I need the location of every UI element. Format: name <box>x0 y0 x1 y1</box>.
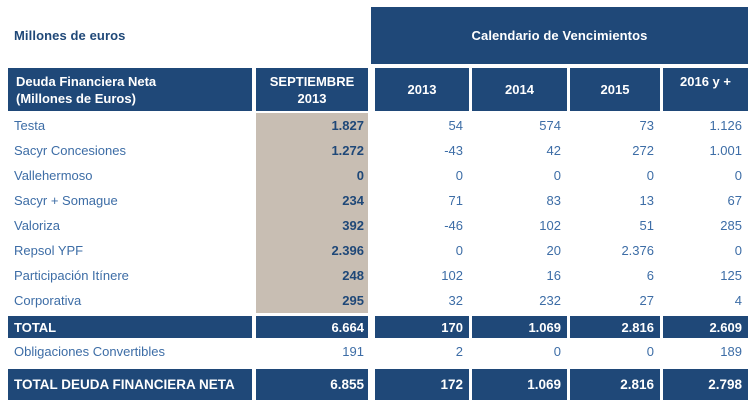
banner-label: Calendario de Vencimientos <box>471 28 648 43</box>
total-sept: 6.664 <box>256 316 368 338</box>
maturity-calendar-banner <box>371 7 748 64</box>
cell-sept: 295 <box>256 288 368 313</box>
cell-sept: 0 <box>256 163 368 188</box>
table-row <box>8 138 748 163</box>
cell-2016plus: 125 <box>720 268 742 283</box>
header-debt-line1: Deuda Financiera Neta <box>16 73 157 89</box>
grand-total-sept: 6.855 <box>256 369 368 400</box>
row-label: Corporativa <box>14 293 82 308</box>
total-row <box>8 316 748 338</box>
grand-total-2014: 1.069 <box>472 369 567 400</box>
table-row <box>8 213 748 238</box>
page-title: Millones de euros <box>14 28 126 43</box>
convertibles-2015: 0 <box>646 343 654 359</box>
grand-total-2016plus: 2.798 <box>663 369 748 400</box>
cell-2016plus: 0 <box>734 168 742 183</box>
row-label: Participación Itínere <box>14 268 129 283</box>
cell-2015: 73 <box>639 118 654 133</box>
header-year-2014: 2014 <box>472 68 567 111</box>
cell-2014: 42 <box>546 143 561 158</box>
title-area <box>8 7 371 64</box>
table-header-row <box>8 68 748 111</box>
cell-2016plus: 0 <box>734 243 742 258</box>
grand-total-2015: 2.816 <box>570 369 660 400</box>
cell-2014: 20 <box>546 243 561 258</box>
cell-2016plus: 1.001 <box>709 143 742 158</box>
cell-2013: -43 <box>444 143 463 158</box>
cell-2015: 13 <box>639 193 654 208</box>
total-2013: 170 <box>375 316 469 338</box>
table-row <box>8 163 748 188</box>
cell-2016plus: 67 <box>727 193 742 208</box>
cell-2014: 16 <box>546 268 561 283</box>
grand-total-row <box>8 369 748 400</box>
cell-sept: 392 <box>256 213 368 238</box>
cell-sept: 248 <box>256 263 368 288</box>
cell-2015: 27 <box>639 293 654 308</box>
debt-maturity-table <box>8 7 748 400</box>
convertibles-sept: 191 <box>342 343 364 359</box>
header-year-2013: 2013 <box>375 68 469 111</box>
table-row <box>8 113 748 138</box>
cell-2016plus: 1.126 <box>709 118 742 133</box>
header-year-2015: 2015 <box>570 68 660 111</box>
convertibles-2014: 0 <box>553 343 561 359</box>
convertibles-label: Obligaciones Convertibles <box>14 343 166 359</box>
convertibles-2016plus: 189 <box>720 343 742 359</box>
cell-sept: 1.272 <box>256 138 368 163</box>
row-label: Valoriza <box>14 218 61 233</box>
header-debt-column <box>8 68 252 111</box>
cell-2015: 51 <box>639 218 654 233</box>
cell-2013: 71 <box>448 193 463 208</box>
cell-2013: 54 <box>448 118 463 133</box>
cell-2014: 574 <box>539 118 561 133</box>
header-september-line1: SEPTIEMBRE <box>269 73 355 89</box>
cell-2015: 2.376 <box>621 243 654 258</box>
cell-2015: 272 <box>632 143 654 158</box>
cell-sept: 234 <box>256 188 368 213</box>
table-row <box>8 263 748 288</box>
grand-total-label: TOTAL DEUDA FINANCIERA NETA <box>8 369 252 400</box>
grand-total-2013: 172 <box>375 369 469 400</box>
cell-2015: 0 <box>646 168 654 183</box>
row-label: Sacyr Concesiones <box>14 143 126 158</box>
cell-2013: 0 <box>455 243 463 258</box>
cell-2013: 32 <box>448 293 463 308</box>
table-row <box>8 288 748 313</box>
cell-2015: 6 <box>646 268 654 283</box>
cell-2014: 0 <box>553 168 561 183</box>
top-band <box>8 7 748 64</box>
total-label: TOTAL <box>8 316 252 338</box>
cell-2014: 102 <box>539 218 561 233</box>
cell-2013: 102 <box>441 268 463 283</box>
row-label: Testa <box>14 118 46 133</box>
row-label: Sacyr + Somague <box>14 193 118 208</box>
cell-sept: 1.827 <box>256 113 368 138</box>
cell-2013: 0 <box>455 168 463 183</box>
cell-sept: 2.396 <box>256 238 368 263</box>
cell-2013: -46 <box>444 218 463 233</box>
row-label: Repsol YPF <box>14 243 84 258</box>
total-2016plus: 2.609 <box>663 316 748 338</box>
convertibles-row <box>8 338 748 364</box>
table-row <box>8 188 748 213</box>
header-debt-line2: (Millones de Euros) <box>16 90 136 106</box>
total-2015: 2.816 <box>570 316 660 338</box>
convertibles-2013: 2 <box>455 343 463 359</box>
header-september-line2: 2013 <box>297 90 327 106</box>
header-year-2016plus: 2016 y + <box>663 68 748 111</box>
row-label: Vallehermoso <box>14 168 93 183</box>
table-row <box>8 238 748 263</box>
cell-2016plus: 285 <box>720 218 742 233</box>
cell-2014: 232 <box>539 293 561 308</box>
cell-2014: 83 <box>546 193 561 208</box>
total-2014: 1.069 <box>472 316 567 338</box>
header-september-column <box>256 68 368 111</box>
cell-2016plus: 4 <box>734 293 742 308</box>
